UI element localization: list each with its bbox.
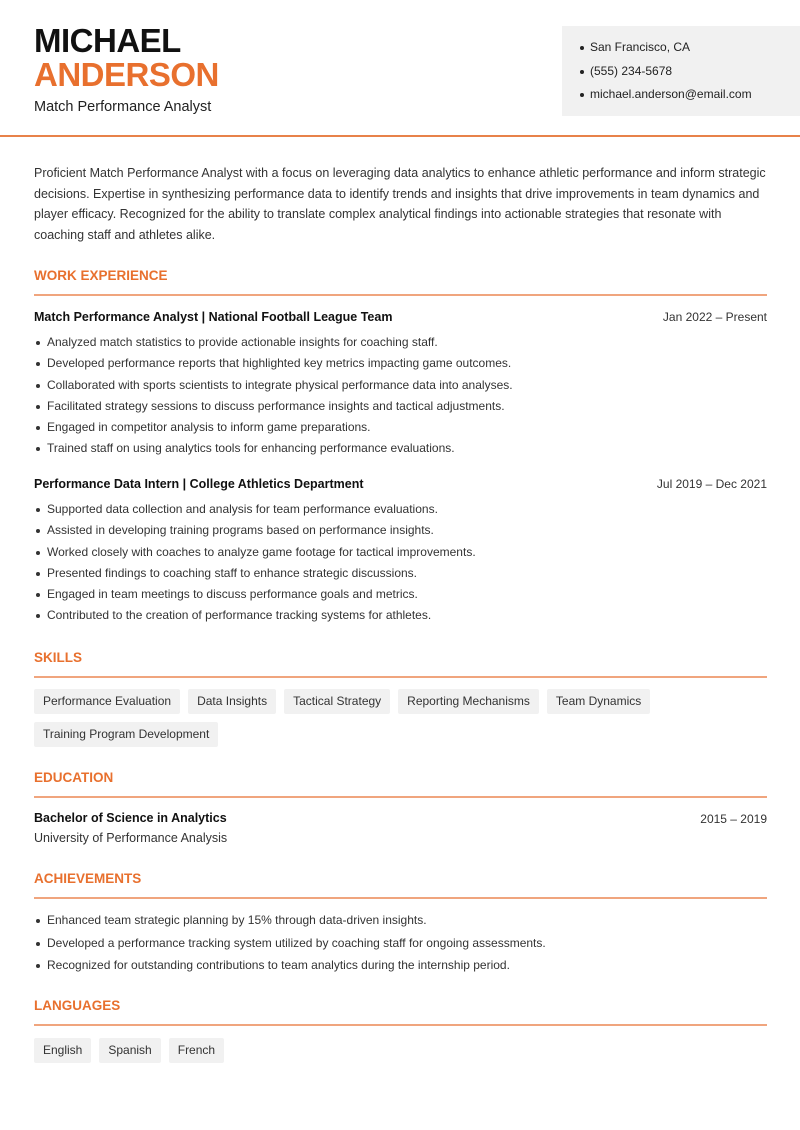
list-item: Supported data collection and analysis for team performance evaluations. bbox=[34, 499, 767, 520]
job-bullet-list bbox=[34, 332, 767, 460]
list-item: Worked closely with coaches to analyze game footage for tactical improvements. bbox=[34, 542, 767, 563]
first-name: MICHAEL bbox=[34, 22, 181, 59]
skill-tag: Tactical Strategy bbox=[284, 689, 390, 714]
section-divider bbox=[34, 676, 767, 678]
education-degree: Bachelor of Science in Analytics bbox=[34, 811, 227, 825]
section-title-education: EDUCATION bbox=[34, 770, 114, 785]
job-title-line: Match Performance Analyst | National Football League Team bbox=[34, 310, 393, 324]
contact-email: michael.anderson@email.com bbox=[580, 83, 800, 107]
list-item: Assisted in developing training programs based on performance insights. bbox=[34, 520, 767, 541]
list-item: Presented findings to coaching staff to enhance strategic discussions. bbox=[34, 563, 767, 584]
list-item: Facilitated strategy sessions to discuss performance insights and tactical adjustments. bbox=[34, 396, 767, 417]
last-name: ANDERSON bbox=[34, 56, 219, 93]
list-item: Contributed to the creation of performance tracking systems for athletes. bbox=[34, 605, 767, 626]
contact-location: San Francisco, CA bbox=[580, 36, 800, 60]
section-divider bbox=[34, 294, 767, 296]
job-title-line: Performance Data Intern | College Athletics Department bbox=[34, 477, 364, 491]
list-item: Recognized for outstanding contributions to team analytics during the internship period. bbox=[34, 955, 767, 978]
job-dates: Jul 2019 – Dec 2021 bbox=[656, 477, 767, 491]
section-divider bbox=[34, 1024, 767, 1026]
skill-tag: Reporting Mechanisms bbox=[398, 689, 539, 714]
section-title-skills: SKILLS bbox=[34, 650, 83, 665]
language-tag: French bbox=[169, 1038, 224, 1063]
skill-tag: Performance Evaluation bbox=[34, 689, 180, 714]
section-title-work: WORK EXPERIENCE bbox=[34, 268, 168, 283]
list-item: Trained staff on using analytics tools for enhancing performance evaluations. bbox=[34, 438, 767, 459]
list-item: Engaged in team meetings to discuss performance goals and metrics. bbox=[34, 584, 767, 605]
list-item: Engaged in competitor analysis to inform game preparations. bbox=[34, 417, 767, 438]
language-tag: Spanish bbox=[99, 1038, 160, 1063]
list-item: Analyzed match statistics to provide actionable insights for coaching staff. bbox=[34, 332, 767, 353]
job-bullet-list bbox=[34, 499, 767, 627]
list-item: Developed a performance tracking system utilized by coaching staff for ongoing assessments. bbox=[34, 933, 767, 956]
job-header bbox=[34, 310, 767, 324]
list-item: Enhanced team strategic planning by 15% through data-driven insights. bbox=[34, 910, 767, 933]
list-item: Collaborated with sports scientists to integrate physical performance data into analyses. bbox=[34, 375, 767, 396]
resume-header bbox=[0, 0, 800, 137]
education-dates: 2015 – 2019 bbox=[700, 812, 767, 826]
section-divider bbox=[34, 796, 767, 798]
achievements-list bbox=[34, 910, 767, 978]
list-item: Developed performance reports that highlighted key metrics impacting game outcomes. bbox=[34, 353, 767, 374]
section-divider bbox=[34, 897, 767, 899]
summary-paragraph: Proficient Match Performance Analyst with a focus on leveraging data analytics to enhance athletic performance and inform strategic decisions. Expertise in synthesizing performance data to identify trends and insights that drive improvements in team dynamics and player efficacy. Recognized for the ability to translate complex analytical findings into actionable strategies that resonate with coaching staff and athletes alike. bbox=[34, 166, 766, 243]
job-dates: Jan 2022 – Present bbox=[662, 310, 767, 324]
job-title: Match Performance Analyst bbox=[34, 99, 212, 115]
job-header bbox=[34, 477, 767, 491]
skills-tag-list bbox=[34, 689, 767, 747]
contact-phone: (555) 234-5678 bbox=[580, 60, 800, 84]
section-title-achievements: ACHIEVEMENTS bbox=[34, 871, 142, 886]
contact-box bbox=[562, 26, 800, 116]
skill-tag: Team Dynamics bbox=[547, 689, 650, 714]
skill-tag: Data Insights bbox=[188, 689, 276, 714]
education-school: University of Performance Analysis bbox=[34, 831, 228, 845]
language-tag: English bbox=[34, 1038, 91, 1063]
skill-tag: Training Program Development bbox=[34, 722, 218, 747]
languages-tag-list bbox=[34, 1038, 767, 1063]
section-title-languages: LANGUAGES bbox=[34, 998, 121, 1013]
